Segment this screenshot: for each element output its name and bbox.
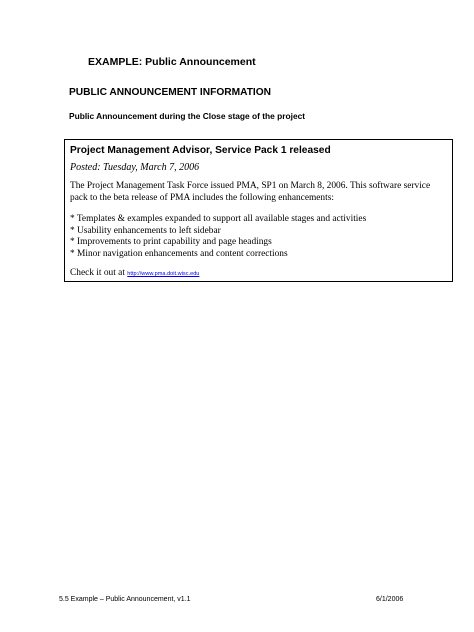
checkout-label: Check it out at: [70, 268, 125, 278]
footer-date: 6/1/2006: [376, 596, 404, 603]
announcement-body: The Project Management Task Force issued PMA, SP1 on March 8, 2006. This software service pack to the beta release of PMA includes the following enhancements:: [70, 181, 431, 203]
checkout-line: [70, 268, 199, 278]
footer-document-title: 5.5 Example – Public Announcement, v1.1: [59, 596, 191, 603]
list-item: * Usability enhancements to left sidebar: [70, 225, 221, 236]
announcement-posted-date: Posted: Tuesday, March 7, 2006: [70, 162, 200, 173]
list-item: * Improvements to print capability and page headings: [70, 237, 272, 248]
list-item: * Templates & examples expanded to support all available stages and activities: [70, 214, 367, 224]
list-item: * Minor navigation enhancements and content corrections: [70, 248, 288, 259]
section-heading: PUBLIC ANNOUNCEMENT INFORMATION: [69, 87, 272, 98]
announcement-title: Project Management Advisor, Service Pack 1 released: [70, 145, 331, 156]
example-heading: EXAMPLE: Public Announcement: [88, 56, 256, 68]
announcement-box: [64, 139, 453, 282]
enhancement-list: [70, 214, 366, 260]
sub-heading: Public Announcement during the Close stage of the project: [69, 111, 306, 121]
pma-website-link[interactable]: http://www.pma.doit.wisc.edu: [127, 271, 200, 277]
